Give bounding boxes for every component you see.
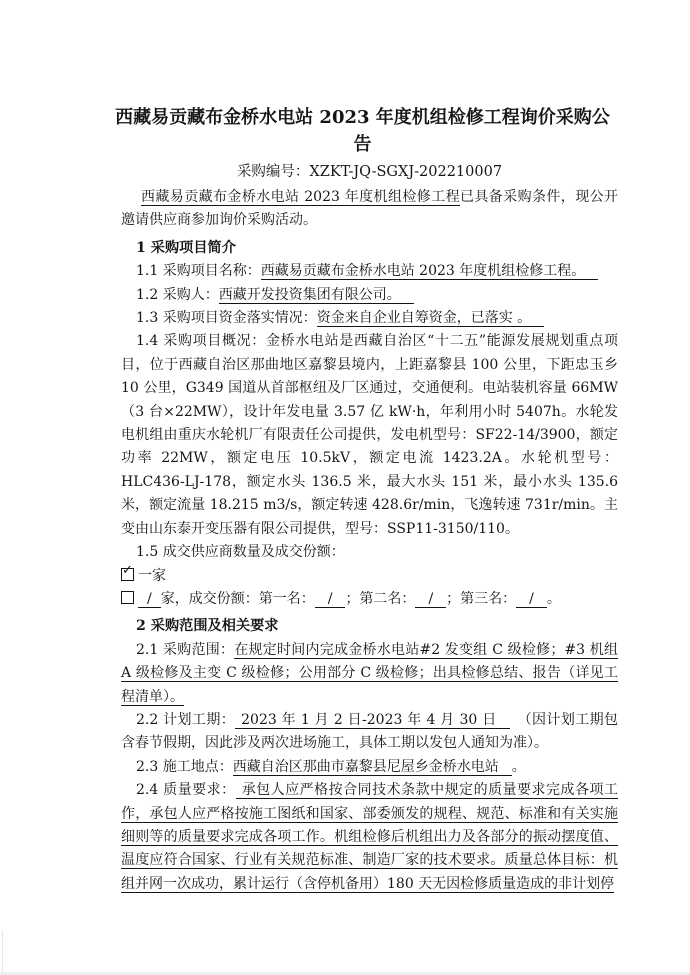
item-2-2-value: 2023 年 1 月 2 日-2023 年 4 月 30 日 <box>235 712 509 729</box>
item-1-2 <box>121 284 618 307</box>
item-1-4-label: 1.4 采购项目概况： <box>136 333 266 350</box>
item-2-3-value: 西藏自治区那曲市嘉黎县尼屋乡金桥水电站 <box>233 759 512 776</box>
item-1-4-value: 金桥水电站是西藏自治区“十二五”能源发展规划重点项目，位于西藏自治区那曲地区嘉黎县境内，上距嘉黎县 100 公里，下距忠玉乡 10 公里，G349 国道从首部枢纽及厂区通过，交通便利。电站装机容量 66MW（3 台×22MW），设计年发电量 3.57 亿 kW·h，年利用小时 5407h。水轮发电机组由重庆水轮机厂有限责任公司提供，发电机型号：SF22-14/3900，额定功率 22MW，额定电压 10.5kV，额定电流 1423.2A。水轮机型号：HLC436-LJ-178，额定水头 136.5 米，最大水头 151 米，最小水头 135.6 米，额定流量 18.215 m3/s，额定转速 428.6r/min，飞逸转速 731r/min。主变由山东泰开变压器有限公司提供，型号：SSP11-3150/110。 <box>121 333 618 537</box>
item-1-3-value: 资金来自企业自筹资金，已落实 。 <box>317 310 544 327</box>
procurement-number-value: XZKT-JQ-SGXJ-202210007 <box>309 164 503 180</box>
item-1-3 <box>121 307 618 330</box>
award-option-multi-seg4: 。 <box>546 590 561 607</box>
item-1-4 <box>121 330 618 541</box>
doc-title: 西藏易贡藏布金桥水电站 2023 年度机组检修工程询价采购公告 <box>115 107 610 155</box>
item-1-1-value: 西藏易贡藏布金桥水电站 2023 年度机组检修工程。 <box>261 263 599 280</box>
award-option-multiple <box>121 588 618 611</box>
item-2-3-period: 。 <box>511 758 526 775</box>
award-option-multi-seg3: ；第三名： <box>446 590 517 607</box>
item-2-2 <box>121 709 618 756</box>
item-1-5 <box>121 541 618 564</box>
section1-heading: 1 采购项目简介 <box>136 239 236 256</box>
item-2-1 <box>121 639 618 709</box>
intro-paragraph <box>121 186 618 233</box>
procurement-number-label: 采购编号： <box>236 164 310 180</box>
blank-slot-first: / <box>315 591 346 608</box>
award-option-one-label: 一家 <box>138 567 166 584</box>
item-2-2-note: （因计划工期包含春节假期，因此涉及两次进场施工，具体工期以发包人通知为准）。 <box>121 711 619 752</box>
item-2-4 <box>121 779 618 896</box>
intro-rest: 已具备采购条件，现公开邀请供应商参加询价采购活动。 <box>121 189 619 229</box>
check-mark-icon: ✓ <box>122 562 133 578</box>
item-2-3-label: 2.3 施工地点： <box>136 758 233 775</box>
unchecked-checkbox-icon <box>121 591 134 604</box>
item-2-2-label: 2.2 计划工期： <box>136 711 236 728</box>
item-2-1-value: 在规定时间内完成金桥水电站#2 发变组 C 级检修；#3 机组 A 级检修及主变 C 级检修；公用部分 C 级检修；出具检修总结、报告（详见工程清单）。 <box>121 641 618 705</box>
award-option-multi-seg1: 家，成交份额：第一名： <box>160 590 315 607</box>
item-1-1 <box>121 260 618 283</box>
section2-heading: 2 采购范围及相关要求 <box>136 618 279 635</box>
procurement-number-line <box>121 160 618 185</box>
item-2-1-label: 2.1 采购范围： <box>136 641 235 658</box>
item-1-2-value: 西藏开发投资集团有限公司。 <box>219 287 414 304</box>
intro-project-name: 西藏易贡藏布金桥水电站 2023 年度机组检修工程 <box>141 189 460 205</box>
checked-checkbox-icon <box>121 562 134 581</box>
award-option-multi-seg2: ；第二名： <box>345 590 416 607</box>
item-1-5-label: 1.5 成交供应商数量及成交份额： <box>136 544 345 561</box>
blank-slot-third: / <box>516 591 547 608</box>
blank-slot-count: / <box>138 591 161 608</box>
item-1-2-label: 1.2 采购人： <box>136 286 219 303</box>
item-1-1-label: 1.1 采购项目名称： <box>136 263 261 280</box>
award-option-one <box>121 562 618 588</box>
item-2-3 <box>121 756 618 779</box>
item-2-4-value: 承包人应严格按合同技术条款中规定的质量要求完成各项工作，承包人应严格按施工图纸和国家、部委颁发的规程、规范、标准和有关实施细则等的质量要求完成各项工作。机组检修后机组出力及各部分的振动摆度值、温度应符合国家、行业有关规范标准、制造厂家的技术要求。质量总体目标：机组并网一次成功，累计运行（含停机备用）180 天无因检修质量造成的非计划停 <box>121 782 619 892</box>
blank-slot-second: / <box>415 591 446 608</box>
item-2-4-label: 2.4 质量要求： <box>136 782 236 799</box>
item-1-3-label: 1.3 采购项目资金落实情况： <box>136 310 317 327</box>
